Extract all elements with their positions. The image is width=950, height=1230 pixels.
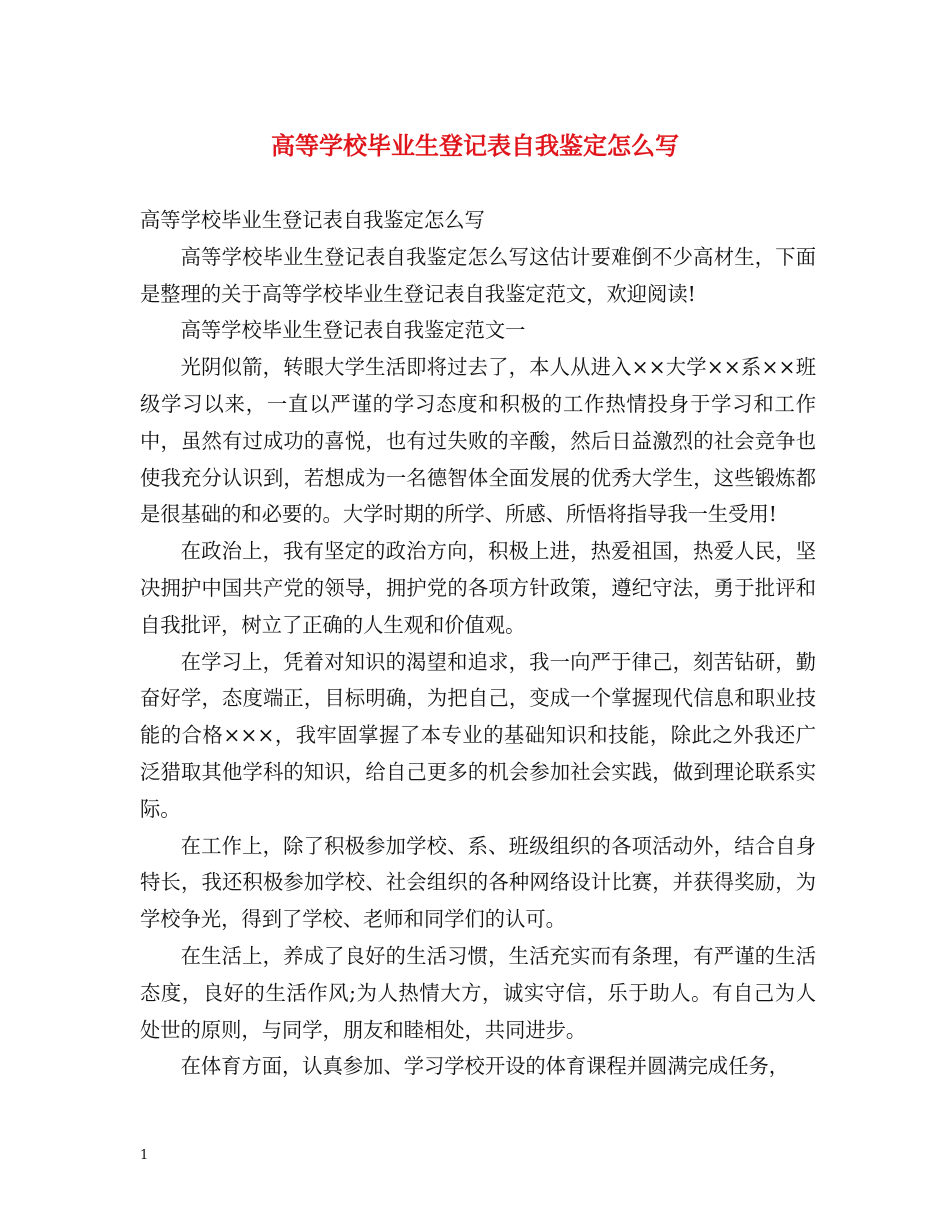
paragraph-sample-title: 高等学校毕业生登记表自我鉴定范文一: [180, 318, 526, 343]
paragraph-sports: 在体育方面，认真参加、学习学校开设的体育课程并圆满完成任务，: [180, 1054, 790, 1079]
document-body: [140, 202, 816, 1085]
page-number: 1: [140, 1148, 149, 1163]
paragraph-opening: 光阴似箭，转眼大学生活即将过去了，本人从进入××大学××系××班级学习以来，一直以严谨的学习态度和积极的工作热情投身于学习和工作中，虽然有过成功的喜悦，也有过失败的辛酸，然后日益激烈的社会竞争也使我充分认识到，若想成为一名德智体全面发展的优秀大学生，这些锻炼都是很基础的和必要的。大学时期的所学、所感、所悟将指导我一生受用!: [140, 355, 816, 527]
document-title: 高等学校毕业生登记表自我鉴定怎么写: [271, 131, 679, 160]
paragraph-heading: 高等学校毕业生登记表自我鉴定怎么写: [140, 208, 485, 232]
paragraph-work: 在工作上，除了积极参加学校、系、班级组织的各项活动外，结合自身特长，我还积极参加学校、社会组织的各种网络设计比赛，并获得奖励，为学校争光，得到了学校、老师和同学们的认可。: [140, 833, 816, 932]
paragraph-politics: 在政治上，我有坚定的政治方向，积极上进，热爱祖国，热爱人民，坚决拥护中国共产党的领导，拥护党的各项方针政策，遵纪守法，勇于批评和自我批评，树立了正确的人生观和价值观。: [140, 539, 816, 637]
paragraph-life: 在生活上，养成了良好的生活习惯，生活充实而有条理，有严谨的生活态度，良好的生活作风;为人热情大方，诚实守信，乐于助人。有自己为人处世的原则，与同学，朋友和睦相处，共同进步。: [140, 943, 816, 1042]
paragraph-study: 在学习上，凭着对知识的渴望和追求，我一向严于律己，刻苦钻研，勤奋好学，态度端正，目标明确，为把自己，变成一个掌握现代信息和职业技能的合格×××，我牢固掌握了本专业的基础知识和技能，除此之外我还广泛猎取其他学科的知识，给自己更多的机会参加社会实践，做到理论联系实际。: [140, 649, 816, 821]
paragraph-intro: 高等学校毕业生登记表自我鉴定怎么写这估计要难倒不少高材生，下面是整理的关于高等学校毕业生登记表自我鉴定范文，欢迎阅读!: [140, 244, 816, 306]
